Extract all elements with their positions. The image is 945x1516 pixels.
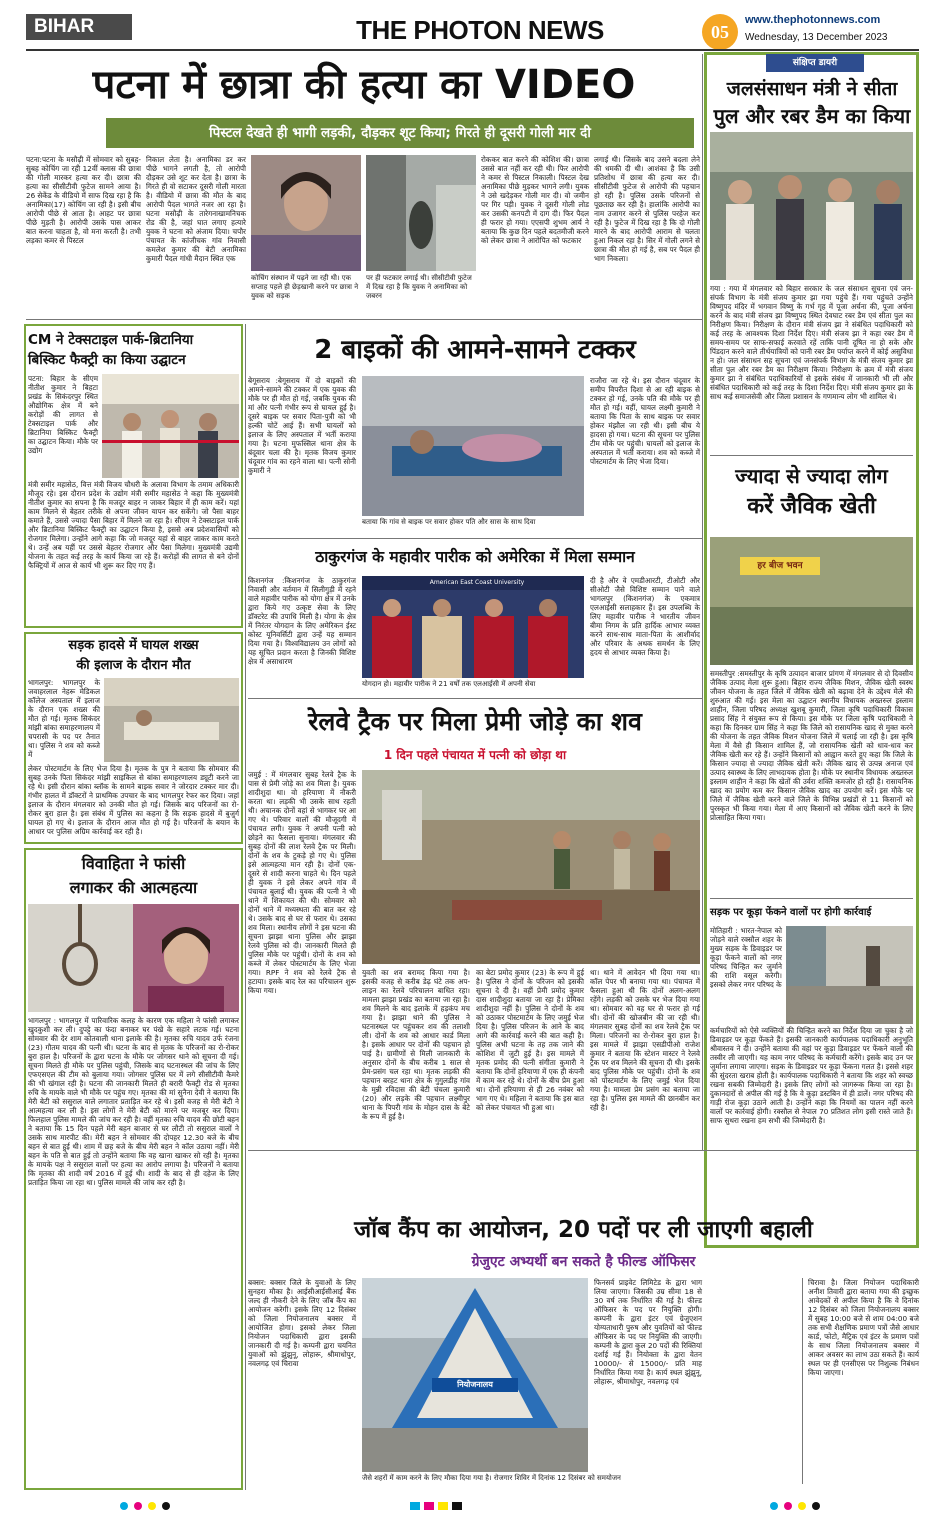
employment-office-photo bbox=[362, 1278, 588, 1472]
registration-square bbox=[410, 1502, 420, 1510]
page-number-badge: 05 bbox=[702, 14, 738, 50]
office-building-icon bbox=[362, 1278, 588, 1472]
lead-column-1: पटना:पटना के मसौढ़ी में सोमवार को सुबह-सुबह कोचिंग जा रही 12वीं क्लास की छात्रा की गोली मारकर हत्या कर दी। छात्रा की हत्या का सीसीटीवी फुटेज सामने आया है। 26 सेकेंड के वीडियो में साफ दिख रहा है कि अनामिका(17) कोचिंग जा रही है। इसी बीच आरोपी पीछे से आता है। आहट पर छात्रा पीछे मुड़ती है। आरोपी उसके पास आकर बात करना चाहता है, वो मना करती है। तभी लड़का कमर से पिस्टल bbox=[26, 155, 141, 245]
job-camp-col-rule bbox=[802, 1278, 803, 1484]
railway-column-3: का बेटा प्रमोद कुमार (23) के रूप में हुई है। पुलिस ने दोनों के परिजन को इसकी सूचना दे दी है। वहीं प्रेमी प्रमोद कुमार दास शादीशुदा बताया जा रहा है। प्रेमिका शादीशुदा नहीं है। पुलिस ने दोनों के शव को उठाकर पोस्टमार्टम के लिए जमुई भेज दिया है। पुलिस परिजन के आने के बाद आगे की कार्रवाई करने की बात कही है। पुलिस अभी घटना के तह तक जाने की कोशिश में जुटी हुई है। इस मामले में मृतक प्रमोद की पत्नी संगीता कुमारी ने बताया कि दोनों हरियाणा में एक ही कंपनी में काम कर रहे थे। दोनों के बीच प्रेम हुआ था। दोनों हरियाणा से ही 26 नवंबर को भाग गए थे। महिला ने बताया कि इस बात को लेकर पंचायत भी हुआ था। bbox=[476, 968, 584, 1112]
bike-victim-photo bbox=[362, 376, 584, 516]
registration-dot bbox=[812, 1502, 820, 1510]
bike-collision-headline: 2 बाइकों की आमने-सामने टक्कर bbox=[314, 335, 636, 365]
thakurganj-column-1: किशनगंज :किशनगंज के ठाकुरगंज निवासी और वर्तमान में सिलीगुड़ी में रहने वाले महावीर पारीक को योगा क्षेत्र में उनके द्वारा किये गए उत्कृष्ट सेवा के लिए डॉक्टरेट की उपाधि मिली है। योगा के क्षेत्र में निरंतर योगदान के लिए अमेरिकन ईस्ट कोस्ट यूनिवर्सिटी द्वारा उन्हें यह सम्मान दिया गया है। विश्वविद्यालय उन लोगों को यह सूचित प्रदान करता है जिनकी विशिष्ट क्षेत्र में असाधारण bbox=[248, 576, 356, 666]
minister-body: गया : गया में मंगलवार को बिहार सरकार के जल संसाधन सूचना एवं जन-संपर्क विभाग के मंत्री संजय कुमार झा गया पहुंचे हैं। गया पहुंचते उन्होंने विष्णुपद मंदिर में भगवान विष्णु के गर्भ गृह में पूजा अर्चना की, पूजा अर्चना करने के बाद मंत्री संजय झा विष्णुपद स्थित देवघाट रबर डैम एवं सीता पुल का निरीक्षण किया। निरीक्षण के दौरान मंत्री संजय झा ने संबंधित पदाधिकारी को कई तरह के आवश्यक दिशा निर्देश दिए। मंत्री संजय झा ने कहा रबर डैम में समय-समय पर साफ-सफाई करवाते रहें ताकि पानी दूषित ना हो सके और पिंडदान करने वाले तीर्थयात्रियों को पानी रबर डैम पर्याप्त करने में कोई असुविधा न हो। जल संसाधन सह सूचना एवं जनसंपर्क विभाग के मंत्री संजय कुमार झा सीता पुल और रबर डैम का निरीक्षण किया। निरीक्षण के क्रम में मंत्री संजय कुमार झा ने संबंधित पदाधिकारियों से इसके संबंध में जानकारी भी ली और संबंधित पदाधिकारी को कई तरह के दिशा निर्देश दिए। मंत्री संजय कुमार झा के साथ कई समाजसेवी और जिला प्रशासन के गणमान्य लोग भी शामिल थे। bbox=[710, 284, 913, 401]
suicide-headline-2: लगाकर की आत्महत्या bbox=[69, 878, 198, 897]
suicide-headline-1: विवाहिता ने फांसी bbox=[81, 854, 186, 873]
job-camp-caption: जैसे शहरों में काम करने के लिए मौका दिया गया है। रोजगार शिविर में दिनांक 12 दिसंबर को समयोजन bbox=[362, 1474, 621, 1482]
award-banner-text: American East Coast University bbox=[429, 579, 525, 586]
registration-square bbox=[424, 1502, 434, 1510]
sidebar-label: संक्षिप्त डायरी bbox=[766, 54, 864, 72]
bike-bottom-rule bbox=[248, 538, 702, 539]
lead-caption-1: कोचिंग संस्थान में पढ़ने जा रही थी। एक सप्ताह पहले ही छेड़खानी करने पर छात्रा ने युवक को सड़क bbox=[251, 274, 359, 300]
minister-photo bbox=[710, 132, 913, 280]
organic-headline-2: करें जैविक खेती bbox=[747, 494, 876, 519]
registration-dot bbox=[784, 1502, 792, 1510]
registration-dot bbox=[798, 1502, 806, 1510]
sidebar-rule-1 bbox=[710, 455, 913, 456]
website-link[interactable]: www.thephotonnews.com bbox=[745, 14, 881, 26]
noose-and-portrait-icon bbox=[28, 904, 239, 1012]
minister-headline-2: पुल और रबर डैम का किया bbox=[713, 104, 911, 128]
garbage-photo bbox=[786, 926, 913, 1024]
lead-bottom-rule bbox=[26, 319, 702, 320]
registration-dot bbox=[162, 1502, 170, 1510]
hospital-patient-icon bbox=[362, 376, 584, 516]
award-ceremony-photo bbox=[362, 576, 584, 678]
thakurganj-column-3: दी है और वे एमडीआरटी, टीओटी और सीओटी जैसे विशिष्ट सम्मान पाने वाले भागलपुर (किशनगंज) के एकमात्र एलआईसी सलाहकार हैं। इस उपलब्धि के लिए महावीर पारीक ने भारतीय जीवन बीमा निगम के प्रति हार्दिक आभार व्यक्त करने साथ-साथ माता-पिता के आशीर्वाद और परिवार के अथक समर्थन के लिए हृदय से आभार व्यक्त किया है। bbox=[590, 576, 700, 657]
crowd-photo-icon bbox=[710, 132, 913, 280]
hospital-photo bbox=[104, 678, 239, 762]
road-accident-headline-1: सड़क हादसे में घायल शख्स bbox=[68, 638, 199, 653]
bike-collision-column-3: राजौरा जा रहे थे। इस दौरान चंदूवार के समीप विपरीत दिशा से आ रही बाइक से टक्कर हो गई, उनके पति की मौके पर ही मौत हो गई। वहीं, घायल लक्ष्मी कुमारी ने बताया कि पिता के साथ बाइक पर सवार होकर मंझौल जा रही थी। इसी बीच ये हादसा हो गया। घटना की सूचना पर पुलिस टीम मौके पर पहुंची। घायलों को इलाज के अस्पताल में भर्ती कराया। शव को कब्जे में पोस्टमार्टम के लिए भेजा दिया। bbox=[590, 376, 700, 466]
column-rule-sidebar bbox=[702, 54, 703, 1150]
railway-scene-photo bbox=[362, 770, 700, 964]
textile-headline-1: CM ने टेक्सटाइल पार्क-ब्रिटानिया bbox=[28, 332, 194, 348]
lead-column-4: रोककर बात करने की कोशिश की। छात्रा उससे बात नहीं कर रही थी। फिर आरोपी ने कमर से पिस्टल निकाली। पिस्टल देख अनामिका पीछे मुड़कर भागने लगी। युवक ने उसे खदेड़कर गोली मार दी। वो जमीन पर गिर पड़ी। युवक ने दूसरी गोली लोड कर उसकी कनपटी में दाग दी। फिर पैदल ही फरार हो गया। एएसपी शुभम आर्य ने बताया कि कुछ दिन पहले बदतमीजी करने को लेकर छात्रा ने आरोपित को फटकार bbox=[481, 155, 590, 245]
organic-fair-photo bbox=[710, 537, 913, 665]
newspaper-title: THE PHOTON NEWS bbox=[356, 15, 604, 45]
railway-column-2: युवती का शव बरामद किया गया है। इसकी वजह से करीब डेढ़ घंटे तक अप-लाइन का रेलवे परिचालन बाधित रहा। मामला झाझा प्रखंड का बताया जा रहा है। शव मिलने के बाद इलाके में हड़कंप मच गया है। झाझा थाने की पुलिस ने घटनास्थल पर पहुंचकर शव की तलाशी ली। दोनों के शव को आधार कार्ड मिला है। इसके आधार पर दोनों की पहचान हो पाई है। ग्रामीणों से मिली जानकारी के अनुसार दोनों के बीच करीब 1 साल से प्रेम-प्रसंग चल रहा था। मृतक लड़की की पहचान बरहट थाना क्षेत्र के गुगुलडीह गांव के मुन्नी रविदास की बेटी चंचला कुमारी (20) और लड़के की पहचान लक्ष्मीपुर थाना के पिपरी गांव के मोहन दास के बेटे के रूप में हुई है। bbox=[362, 968, 470, 1121]
lead-headline: पटना में छात्रा की हत्या का VIDEO bbox=[92, 62, 636, 108]
cctv-still-photo bbox=[366, 155, 476, 271]
road-accident-body-wrap: भागलपुर: भागलपुर के जवाहरलाल नेहरू मेडिकल कॉलेज अस्पताल में इलाज के दौरान एक शख्स की मौत हो गई। मृतक सिकंदर मांझी बांका समाहरणालय में चपरासी के पद पर तैनात था। पुलिस ने शव को कब्जे में bbox=[28, 678, 100, 759]
bike-collision-caption: बताया कि गांव से बाइक पर सवार होकर पति और सास के साथ दिवा bbox=[362, 518, 536, 526]
graduation-ceremony-icon bbox=[362, 576, 584, 678]
minister-headline-1: जलसंसाधन मंत्री ने सीता bbox=[726, 78, 898, 100]
thakurganj-caption: योगदान हो। महावीर पारीक ने 21 वर्षों तक एलआईसी में अपनी सेवा bbox=[362, 680, 536, 688]
registration-dot bbox=[770, 1502, 778, 1510]
lead-column-2: निकाल लेता है। अनामिका डर कर पीछे भागने लगती है, तो आरोपी दौड़कर उसे शूट कर देता है। छात्रा के गिरते ही वो सटाकर दूसरी गोली मारता है। वीडियो में छात्रा की मौत के बाद आरोपी पैदल भागते नजर आ रहा है। घटना मसौढ़ी के तारेगनाखामनिचक रोड की है, जहां घात लगाए हत्यारे युवक ने घटना को अंजाम दिया। चपौर पंचायत के कांजीचक गांव निवासी कमलेश कुमार की बेटी अनामिका कुमारी पैदल गांधी मैदान स्थित एक bbox=[146, 155, 246, 263]
garbage-headline: सड़क पर कूड़ा फेंकने वालों पर होगी कार्रवाई bbox=[710, 907, 872, 918]
lead-caption-2: पर ही फटकार लगाई थी। सीसीटीवी फुटेज में दिख रहा है कि युवक ने अनामिका को जबरन bbox=[366, 274, 472, 300]
registration-dot bbox=[148, 1502, 156, 1510]
sidebar-rule-2 bbox=[710, 898, 913, 899]
railway-bottom-rule bbox=[248, 1150, 919, 1151]
print-registration-marks bbox=[0, 1496, 945, 1516]
hospital-bed-icon bbox=[104, 678, 239, 762]
masthead-divider bbox=[26, 49, 919, 51]
job-camp-column-4: चिरावा है। जिला नियोजन पदाधिकारी अनीश तिवारी द्वारा बताया गया की इच्छुक आवेदकों से अपील किया है कि वे दिनांक 12 दिसंबर को जिला नियोजनालय बक्सर में सुबह 10:00 बजे से शाम 04:00 बजे तक सभी शैक्षणिक प्रमाण पत्रों जैसे आधार कार्ड, फोटो, मैट्रिक एवं इंटर के प्रमाण पत्रों के साथ जिला नियोजनालय बक्सर में आकर अवसर का लाभ उठा सकते हैं। कार्य स्थल पर ही एनसीएस पर निशुल्क निबंधन किया जाएगा। bbox=[808, 1278, 919, 1377]
organic-headline-1: ज्यादा से ज्यादा लोग bbox=[735, 464, 888, 488]
railway-column-1: जमुई : में मंगलवार सुबह रेलवे ट्रैक के पास से प्रेमी जोड़े का शव मिला है। युवक शादीशुदा था। वो हरियाणा में नौकरी करता था। लड़की भी उसके साथ रहती थी। अचानक दोनों वहां से भागकर घर आ गए थे। परिवार वालों की मौजूदगी में पंचायत लगी। युवक ने अपनी पत्नी को छोड़ने का फैसला सुनाया। मंगलवार की सुबह दोनों की लाश रेलवे ट्रैक पर मिली। दोनों के शव के टुकड़े हो गए थे। पुलिस इसे आत्महत्या मान रही है। दोनों एक-दूसरे से शादी करना चाहते थे। दिन पहले ही युवक ने इसे लेकर अपने गांव में पंचायत बुलाई थी। युवक की पत्नी ने भी थाने में शिकायत की थी। सोमवार को दोनों थाने में मध्यस्थता की बात कर रहे थे। उसके बाद से घर से फरार थे। उसका शव मिला। स्थानीय लोगों ने इस घटना की सूचना झाझा थाना पुलिस और झाझा रेलवे पुलिस को दी। जानकारी मिलते ही पुलिस मौके पर पहुंची। दोनों के शव को कब्जे में लेकर पोस्टमार्टम के लिए भेजा गया। RPF ने शव को रेलवे ट्रैक से हटाया। इसके बाद रेल का परिचालन शुरू किया गया। bbox=[248, 770, 356, 995]
lead-column-5: लगाई थी। जिसके बाद उसने बदला लेने की धमकी दी थी। आशंका है कि उसी प्रतिशोध में छात्रा की हत्या कर दी। सीसीटीवी फुटेज से आरोपी की पहचान हो रही है। पुलिस उसके परिजनों से पूछताछ कर रही है। हालांकि आरोपी का नाम उजागर करने से पुलिस परहेज कर रही है। फुटेज में दिख रहा है कि दो गोली मारने के बाद आरोपी आराम से चलता हुआ निकल रहा है। सिर में गोली लगने से छात्रा की मौत हो गई है, सब पर पैदल ही भाग निकला। bbox=[594, 155, 700, 263]
ribbon-cutting-icon bbox=[102, 374, 239, 478]
thakurganj-bottom-rule bbox=[248, 698, 702, 699]
railway-headline: रेलवे ट्रैक पर मिला प्रेमी जोड़े का शव bbox=[308, 707, 642, 736]
registration-dot bbox=[120, 1502, 128, 1510]
organic-fair-banner: हर बीज भवन bbox=[740, 557, 820, 575]
office-sign-text: नियोजनालय bbox=[457, 1380, 493, 1389]
lead-kicker: पिस्टल देखते ही भागी लड़की, दौड़कर शूट किया; गिरते ही दूसरी गोली मार दी bbox=[106, 118, 694, 148]
registration-dot bbox=[134, 1502, 142, 1510]
publication-date: Wednesday, 13 December 2023 bbox=[745, 32, 888, 43]
textile-body-wrap: पटना: बिहार के सीएम नीतीश कुमार ने बिहटा प्रखंड के सिकंदरपुर स्थित औद्योगिक क्षेत्र में बने करोड़ों की लागत से टेक्सटाइल पार्क और ब्रिटानिया बिस्किट फैक्ट्री का उद्घाटन किया। मौके पर उद्योग bbox=[28, 374, 98, 455]
textile-inauguration-photo bbox=[102, 374, 239, 478]
thakurganj-headline: ठाकुरगंज के महावीर पारीक को अमेरिका में मिला सम्मान bbox=[315, 548, 635, 566]
job-camp-column-3: फिनसर्व प्राइवेट लिमिटेड के द्वारा भाग लिया जाएगा। जिसकी उम्र सीमा 18 से 30 वर्ष तक निर्धारित की गई है। फील्ड ऑफिसर के पद पर नियुक्ति होगी। कम्पनी के द्वारा इंटर एवं ग्रेजुएशन योग्यताधारी पुरुष और युवतियों को फील्ड ऑफिसर के पद पर नियुक्ति की जाएगी। कम्पनी के द्वारा कुल 20 पदों की रिक्तियां दर्शाई गई हैं। नियोक्ता के द्वारा वेतन 10000/- से 15000/- प्रति माह निर्धारित किया गया है। कार्य स्थल झुंझुनू, लोहारू, श्रीमाधोपुर, नवलगढ़ एवं bbox=[594, 1278, 702, 1386]
job-camp-headline: जॉब कैंप का आयोजन, 20 पदों पर ली जाएगी बहाली bbox=[354, 1217, 813, 1243]
street-photo-icon bbox=[786, 926, 913, 1024]
railway-subhead: 1 दिन पहले पंचायत में पत्नी को छोड़ा था bbox=[383, 748, 567, 762]
garbage-body-wrap: मोतिहारी : भारत-नेपाल को जोड़ने वाले रक्सौल शहर के मुख्य सड़क के डिवाइडर पर कूड़ा फेंकने वालों को नगर परिषद चिन्हित कर जुर्माने की राशि वसूल करेगी। इसको लेकर नगर परिषद के bbox=[710, 926, 782, 989]
road-accident-headline-2: की इलाज के दौरान मौत bbox=[76, 658, 191, 673]
victim-photo bbox=[251, 155, 361, 271]
fair-stall-icon bbox=[710, 607, 913, 665]
column-rule-left bbox=[245, 324, 246, 1490]
job-camp-subhead: ग्रेजुएट अभ्यर्थी बन सकते है फील्ड ऑफिसर bbox=[471, 1254, 696, 1270]
edition-tag: BIHAR bbox=[26, 14, 132, 40]
suicide-photo bbox=[28, 904, 239, 1012]
organic-body: समस्तीपुर :समस्तीपुर के कृषि उत्पादन बाजार प्रांगण में मंगलवार से दो दिवसीय जैविक उत्पाद मेला शुरू हुआ। बिहार राज्य जैविक मिशन, जैविक खेती स्वस्थ जीवन योजना के तहत जिले में जैविक खेती को बढ़ावा देने के उद्देश्य मेले की शुरुआत की गई। इस मेला का उद्घाटन स्थानीय विधायक अख्तरुल इस्लाम शाहीन, जिला परिषद अध्यक्ष खुशबू कुमारी, जिला कृषि पदाधिकारी विकास प्रसाद सिंह ने संयुक्त रूप से किया। इस मौके पर जिला कृषि पदाधिकारी ने कहा कि दिनकर ग्राम सिंह ने कहा कि जिले को रासायनिक खाद से मुक्त करने की योजना के तहत जैविक मिशन योजना जिले में चलाई जा रही है। इस कृषि मेला में वैसे ही किसान शामिल हैं, जो रासायनिक खेती को धाव-धाव कर जैविक खेती कर रहे हैं। उन्होंने किसानों को आह्वान करते हुए कहा कि जिले के किसान ज्यादा से ज्यादा जैविक खेती करें। जैविक खाद से उत्पन्न अनाज एवं उत्पाद स्वास्थ्य के लिए लाभदायक होता है। मौके पर स्थानीय विधायक अख्तरुल इस्लाम शाहीन ने कहा कि खेतों की उर्वरा शक्ति कमजोर हो रही है। रासायनिक खाद का प्रयोग कम कर किसान जैविक खाद का उपयोग करें। इस मौके पर जिले में जैविक खेती करने वाले जिले के विभिन्न प्रखंडों से 11 किसानों को पुरस्कृत भी किया गया। मेला में आए किसानों को जैविक खेती करने के लिए प्रोत्साहित किया गया। bbox=[710, 669, 913, 822]
suicide-body: भागलपुर : भागलपुर में पारिवारिक कलह के कारण एक महिला ने फांसी लगाकर खुदकुशी कर ली। दुपट्टे का फंदा बनाकर घर पंखे के सहारे लटक गई। घटना सोमवार की देर शाम कोतवाली थाना इलाके की है। मृतका रुचि यादव उर्फ रंजना (23) गौतम यादव की पत्नी थी। घटना के बाद से मृतक के परिजनों का रो-रोकर बुरा हाल है। परिजनों के द्वारा घटना के मौके पर जोगसर थाने को सूचना दी गई। सूचना मिलते ही मौके पर पुलिस पहुंची, जिसके बाद घटनास्थल की जांच के लिए एफएसएल की टीम को बुलाया गया। जोगसर पुलिस घर में लगे सीसीटीवी कैमरे की भी खंगाल रही है। घटना की जानकारी मिलते ही बरारी फैक्ट्री रोड से मृतका रुचि के मायके वाले भी मौके पर पहुंच गए। मृतका की मां सुनैना देवी ने बताया कि मेरी बेटी को ससुराल वाले लगातार प्रताड़ित कर रहे थे। इसी वजह से मेरी बेटी ने आत्महत्या कर ली है। इस लोगों ने मेरी बेटी को मारने पर मजबूर कर दिया। फिलहाल पुलिस मामले की जांच कर रही है। वहीं मृतका रुचि यादव की छोटी बहन ने बताया कि 15 दिन पहले मेरी बहन बाजार से घर लौटी तो ससुराल वालों ने उसके साथ मारपीट की। मेरी बहन ने सोमवार की दोपहर 12.30 बजे के बीच बहन से बात हुई थी। शाम में छह बजे के बीच मेरी बहन ने कॉल उठाया नहीं। मेरी बहन के पति से बात हुई तो उन्होंने बताया कि वह खाना खाकर सो रही है। मृतका के मायके पक्ष ने ससुराल वालों पर हत्या का आरोप लगाया है। परिजनों ने बताया कि मृतका की शादी वर्ष 2016 में हुई थी। शादी के बाद से ही दहेज के लिए प्रताड़ित किया जा रहा था। पुलिस मामले की जांच कर रही है। bbox=[28, 1016, 239, 1187]
railway-crowd-icon bbox=[362, 770, 700, 964]
garbage-body-full: कर्मचारियों को ऐसे व्यक्तियों की चिन्हित करने का निर्देश दिया जा चुका है जो डिवाइडर पर कूड़ा फेंकते हैं। इसकी जानकारी कार्यपालक पदाधिकारी अनुभूति श्रीवास्तव ने दी। उन्होंने बताया की वहां पर कूड़ा डिवाइडर पर फेंकने वालों की तस्वीर ली जाएगी। यह काम नगर परिषद के कर्मचारी करेंगे। इसके बाद उन पर जुर्माना लगाया जाएगा। सड़क के डिवाइडर पर कूड़ा फेंकना गलत है। इससे शहर की सुंदरता खराब होती है। कार्यपालक पदाधिकारी ने बताया कि शहर को स्वच्छ रखना सबकी जिम्मेदारी है। इसके लिए लोगों को जागरूक किया जा रहा है। दुकानदारों से अपील की गई है कि वे कूड़ा डस्टबिन में ही डालें। नगर परिषद की गाड़ी रोज कूड़ा उठाने आती है। उन्होंने कहा कि नियमों का पालन नहीं करने वालों पर कार्रवाई होगी। रक्सौल से नेपाल 70 प्रतिशत लोग इसी रास्ते जाते हैं। साफ सुथरा रखना हम सभी की जिम्मेदारी है। bbox=[710, 1026, 913, 1125]
textile-body-full: मंत्री समीर महासेठ, वित्त मंत्री विजय चौधरी के अलावा विभाग के तमाम अधिकारी मौजूद रहे। इस दौरान प्रदेश के उद्योग मंत्री समीर महासेठ ने कहा कि मुख्यमंत्री नीतीश कुमार का सपना है कि मजदूर बाहर न जाकर बिहार में ही काम करें। यहां काम मिलने से बेहतर तरीके से अपना जीवन यापन कर सकेंगे। जो पैसा बाहर कमाते हैं, उससे ज्यादा पैसा बिहार में मिलने जा रहा है। सीएम ने टेक्सटाइल पार्क और ब्रिटानिया बिस्किट फैक्ट्री का उद्घाटन किया है, इससे अब प्रदेशवासियों को रोजगार मिलेगा। उन्होंने आगे कहा कि जो मजदूर यहां से बाहर जाकर काम करते थे। उन्हें अब यहीं पर उससे बेहतर रोजगार और पैसा मिलेगा। मुख्यमंत्री उद्यमी योजना के तहत कई तरह के कार्य किया जा रहे हैं। करोड़ों की लागत से बने दोनों फैक्ट्रियों में आज से कार्य भी शुरू कर दिए गए हैं। bbox=[28, 480, 239, 570]
portrait-icon bbox=[251, 155, 361, 271]
registration-square bbox=[452, 1502, 462, 1510]
registration-square bbox=[438, 1502, 448, 1510]
cctv-frame-icon bbox=[366, 155, 476, 271]
road-accident-body-full: लेकर पोस्टमार्टम के लिए भेज दिया है। मृतक के पुत्र ने बताया कि सोमवार की सुबह उनके पिता सिकंदर मांझी साइकिल से बांका समाहरणालय ड्यूटी करने जा रहे थे। इसी दौरान बांका ब्लॉक के सामने बाइक सवार ने जोरदार टक्कर मार दी। गंभीर हालत में डॉक्टरों ने प्राथमिक उपचार के बाद भागलपुर रेफर कर दिया। जहां इलाज के दौरान मंगलवार को उनकी मौत हो गई। जिसके बाद परिजनों का रो-रोकर बुरा हाल है। इस संबंध में पुलिस का कहना है कि सड़क हादसे में बुजुर्ग घायल हो गए थे। इलाज के दौरान आज मौत हो गई है। परिजनों के बयान के आधार पर पुलिस अग्रिम कार्रवाई कर रही है। bbox=[28, 764, 239, 836]
railway-column-4: था। थाने में आवेदन भी दिया गया था। कॉल पेपर भी बनाया गया था। पंचायत में फैसला हुआ थी कि दोनों अलग-अलग रहेंगे। लड़की को उसके घर भेज दिया गया था। सोमवार को वह घर से फरार हो गई थी। दोनों की खोजबीन की जा रही थी। मंगलवार सुबह दोनों का शव रेलवे ट्रैक पर मिला। परिजनों का रो-रोकर बुरा हाल है। इस मामले में झाझा एसडीपीओ राजेश कुमार ने बताया कि स्टेशन मास्टर ने रेलवे ट्रैक पर शव मिलने की सूचना दी थी। इसके बाद पुलिस मौके पर पहुंची। दोनों के शव को पोस्टमार्टम के लिए जमुई भेज दिया गया है। मामला प्रेम प्रसंग का बताया जा रहा है। पुलिस इस मामले की छानबीन कर रही है। bbox=[590, 968, 700, 1112]
textile-headline-2: बिस्किट फैक्ट्री का किया उद्घाटन bbox=[28, 352, 186, 368]
job-camp-column-1: बक्सर: बक्सर जिले के युवाओं के लिए सुनहरा मौका है। आईसीआईसीआई बैंक जल्द ही नौकरी देने के लिए जॉब कैंप का आयोजन करेगी। इसके लिए 12 दिसंबर को जिला नियोजनालय बक्सर में आयोजित होगा। इसको लेकर जिला नियोजन पदाधिकारी द्वारा इसकी जानकारी दी गई है। कम्पनी द्वारा चयनित युवाओं को झुंझुनू, लोहारू, श्रीमाधोपुर, नवलगढ़ एवं चिरावा bbox=[248, 1278, 356, 1368]
bike-collision-column-1: बेगूसराय :बेगूसराय में दो बाइकों की आमने-सामने की टक्कर में एक युवक की मौके पर ही मौत हो गई, जबकि युवक की मां और पत्नी गंभीर रूप से घायल हुई है। दूसरे बाइक पर सवार पिता-पुत्री को भी हल्की चोटें आई हैं। सभी घायलों को इलाज के लिए अस्पताल में भर्ती कराया गया है। घटना मुफस्सिल थाना क्षेत्र के बंदूवार चला की है। मृतक विजय कुमार चंदूवार गांव का रहने वाला था। पत्नी सोनी कुमारी ने bbox=[248, 376, 356, 475]
